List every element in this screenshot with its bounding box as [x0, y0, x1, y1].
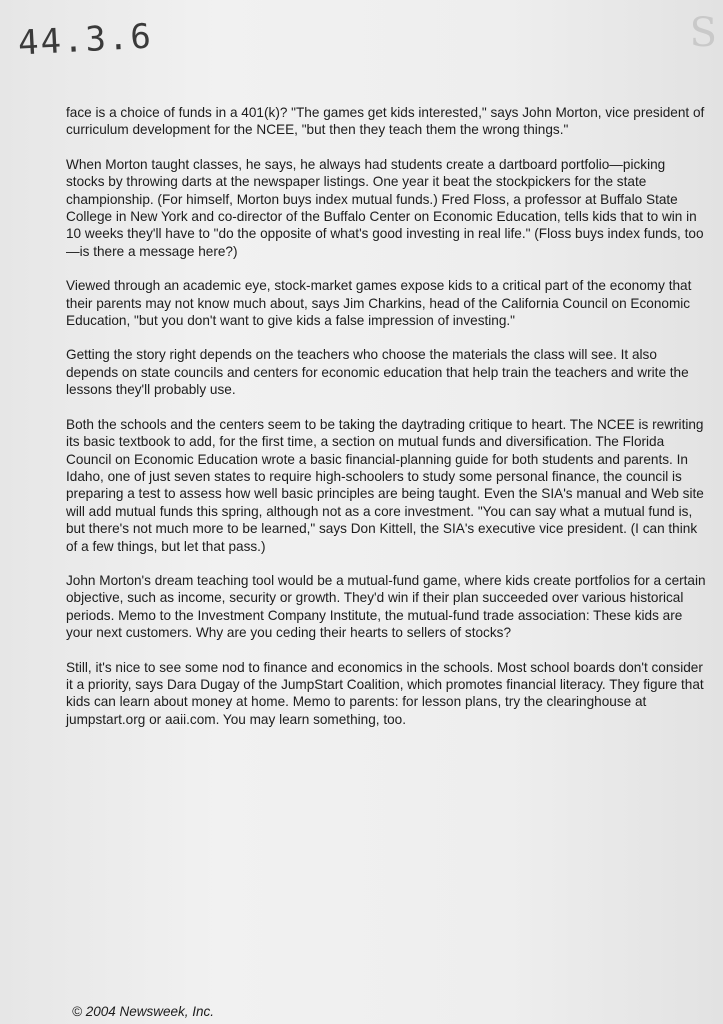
paragraph-4: Getting the story right depends on the teachers who choose the materials the class will see. It also depends on state councils and centers for economic education that help train the teachers and write the lessons they'll probably use.	[66, 347, 689, 398]
copyright-credit: © 2004 Newsweek, Inc.	[72, 1004, 215, 1019]
paragraph-1: face is a choice of funds in a 401(k)? "The games get kids interested," says John Morton, vice president of curriculum development for the NCEE, "but then they teach them the wrong things."	[66, 105, 705, 138]
handwritten-page-number: 44.3.6	[17, 16, 154, 64]
paragraph-7: Still, it's nice to see some nod to finance and economics in the schools. Most school boards don't consider it a priority, says Dara Dugay of the JumpStart Coalition, which promotes financial literacy. They figure that kids can learn about money at home. Memo to parents: for lesson plans, try the clearinghouse at jumpstart.org or aaii.com. You may learn something, too.	[66, 659, 704, 727]
paragraph-6: John Morton's dream teaching tool would be a mutual-fund game, where kids create portfolios for a certain objective, such as income, security or growth. They'd win if their plan succeeded over various historical periods. Memo to the Investment Company Institute, the mutual-fund trade association: These kids are your next customers. Why are you ceding their hearts to sellers of stocks?	[66, 572, 706, 641]
paragraph-3: Viewed through an academic eye, stock-market games expose kids to a critical part of the economy that their parents may not know much about, says Jim Charkins, head of the California Council on Economic Education, "but you don't want to give kids a false impression of investing."	[66, 278, 692, 329]
paragraph-5: Both the schools and the centers seem to be taking the daytrading critique to heart. The NCEE is rewriting its basic textbook to add, for the first time, a section on mutual funds and diversification. The Florida Council on Economic Education wrote a basic financial-planning guide for both students and parents. In Idaho, one of just seven states to require high-schoolers to study some personal finance, the council is preparing a test to assess how well basic principles are being taught. Even the SIA's manual and Web site will add mutual funds this spring, although not as a core investment. "You can say what a mutual fund is, but there's not much more to be learned," says Don Kittell, the SIA's executive vice president. (I can think of a few things, but let that pass.)	[66, 416, 704, 554]
bleed-through-mark: S	[689, 10, 717, 56]
paragraph-2: When Morton taught classes, he says, he always had students create a dartboard portfolio—picking stocks by throwing darts at the newspaper listings. One year it beat the stockpickers for the state championship. (For himself, Morton buys index mutual funds.) Fred Floss, a professor at Buffalo State College in New York and co-director of the Buffalo Center on Economic Education, tells kids that to win in 10 weeks they'll have to "do the opposite of what's good investing in real life." (Floss buys index funds, too—is there a message here?)	[66, 156, 704, 259]
article-body	[66, 104, 706, 745]
